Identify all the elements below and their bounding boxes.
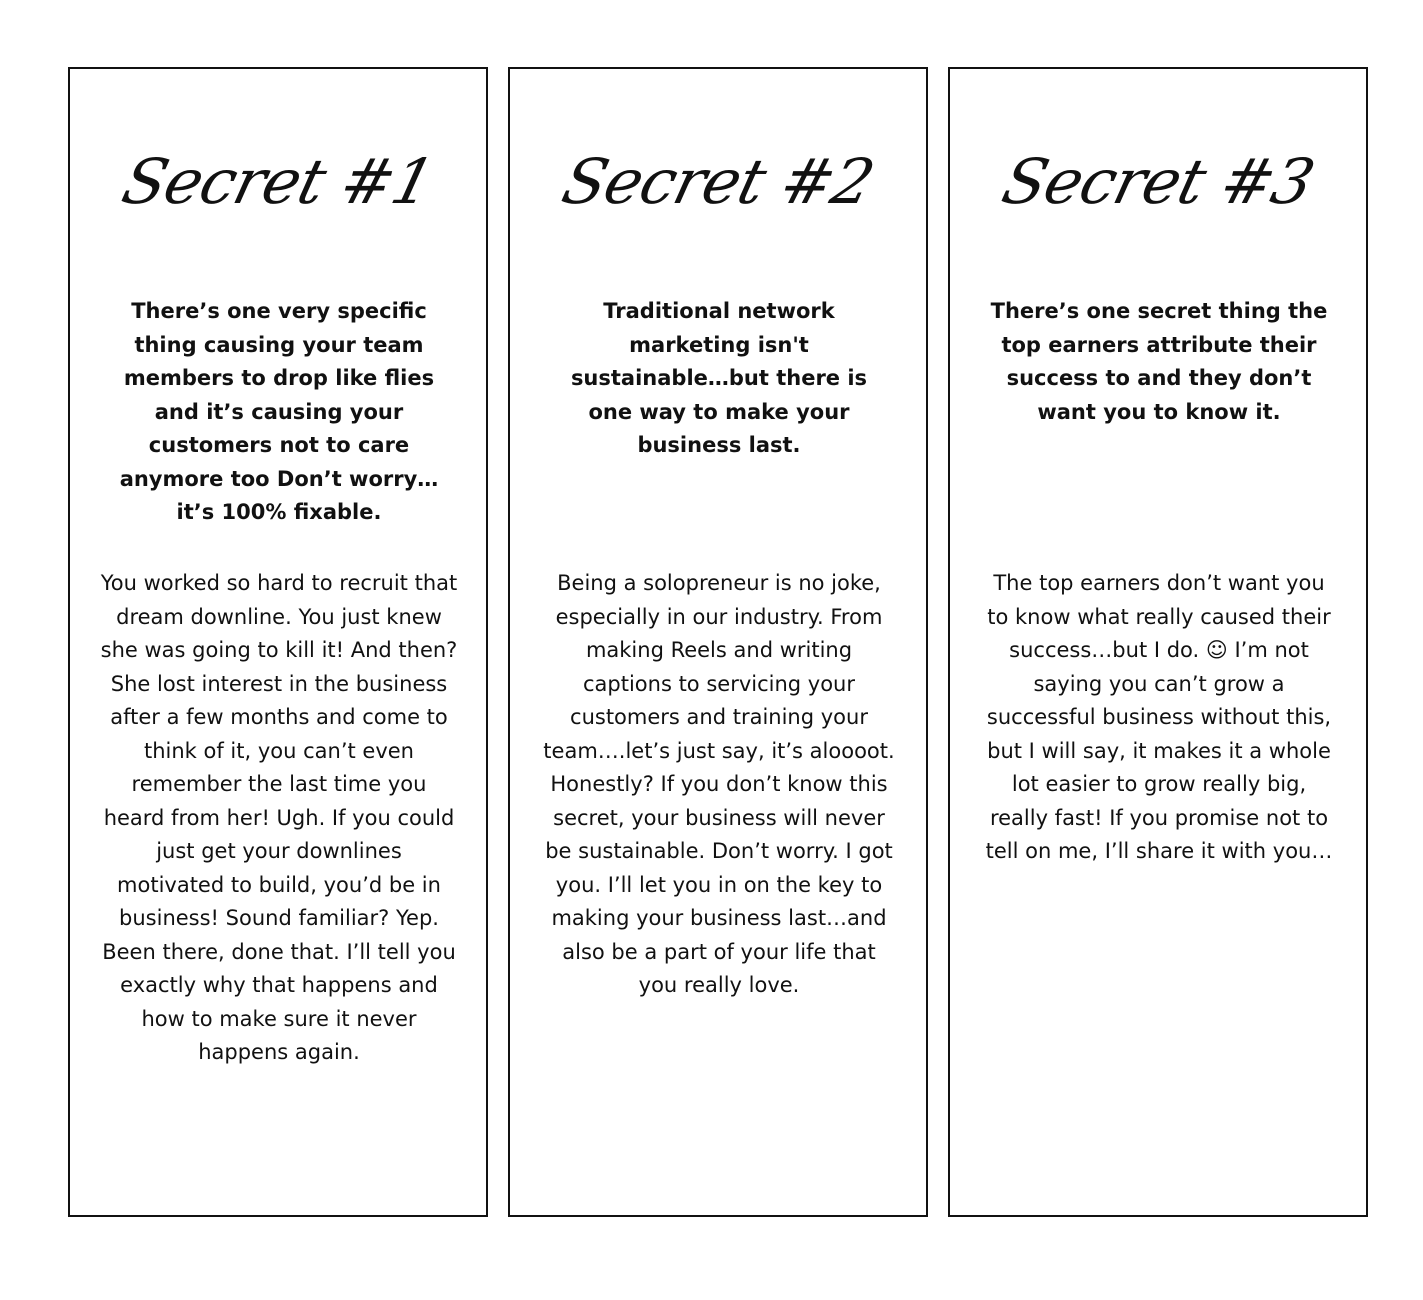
card-title: Secret #1 <box>115 145 441 218</box>
card-title: Secret #2 <box>555 145 881 218</box>
secret-card-2 <box>508 67 928 1217</box>
card-headline: Traditional network marketing isn't sustainable…but there is one way to make your business last. <box>570 299 868 457</box>
secret-card-1 <box>68 67 488 1217</box>
card-headline: There’s one very specific thing causing your team members to drop like flies and it’s causing your customers not to care anymore too Don’t worry… it’s 100% fixable. <box>119 299 439 524</box>
card-title: Secret #3 <box>995 145 1321 218</box>
card-body: You worked so hard to recruit that dream downline. You just knew she was going to kill it! And then? She lost interest in the business after a few months and come to think of it, you can’t even remember the last time you heard from her! Ugh. If you could just get your downlines motivated to build, you’d be in business! Sound familiar? Yep. Been there, done that. I’ll tell you exactly why that happens and how to make sure it never happens again. <box>100 571 458 1064</box>
card-headline: There’s one secret thing the top earners attribute their success to and they don’t want you to know it. <box>990 299 1328 424</box>
secret-card-3 <box>948 67 1368 1217</box>
card-body: Being a solopreneur is no joke, especially in our industry. From making Reels and writing captions to servicing your customers and training your team….let’s just say, it’s aloooot. Honestly? If you don’t know this secret, your business will never be sustainable. Don’t worry. I got you. I’ll let you in on the key to making your business last…and also be a part of your life that you really love. <box>543 571 895 997</box>
card-body: The top earners don’t want you to know what really caused their success…but I do. ☺ I’m not saying you can’t grow a successful business without this, but I will say, it makes it a whole lot easier to grow really big, really fast! If you promise not to tell on me, I’ll share it with you… <box>985 571 1333 863</box>
